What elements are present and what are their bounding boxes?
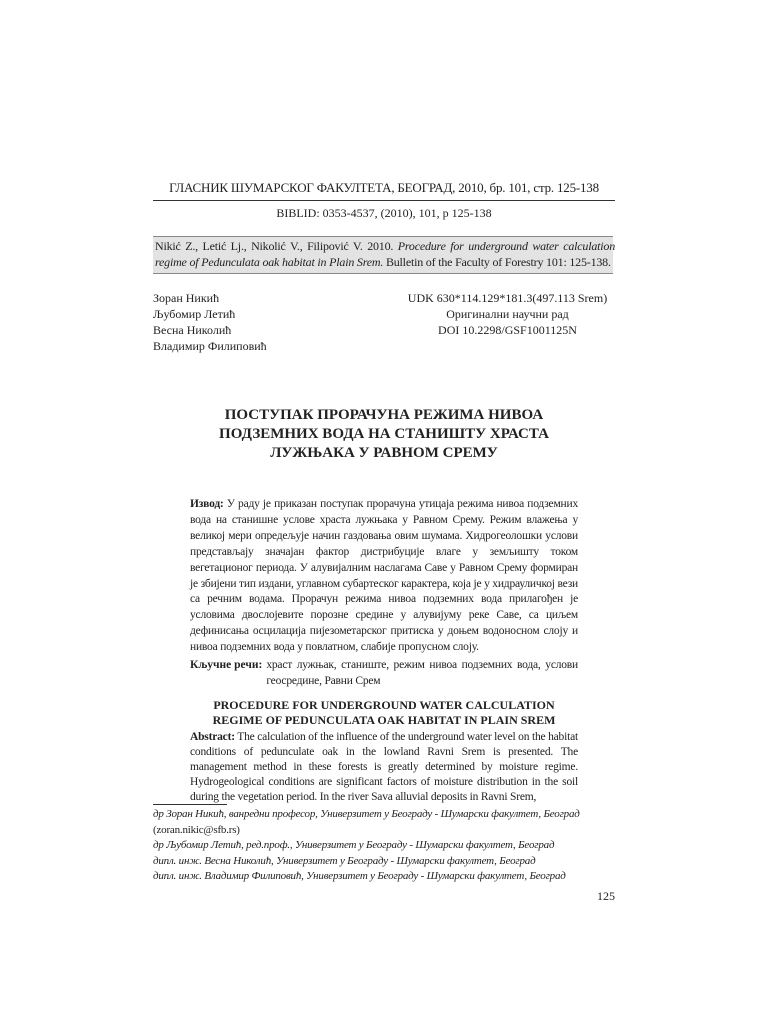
footnote-rule	[153, 804, 227, 805]
footnote	[153, 869, 618, 885]
doi: DOI 10.2298/GSF1001125N	[438, 323, 577, 337]
page-number: 125	[597, 889, 615, 903]
footnote	[153, 807, 618, 838]
abstract-en	[190, 730, 578, 805]
footnote-text: дипл. инж. Владимир Филиповић, Универзитет у Београду - Шумарски факултет, Београд	[153, 870, 566, 883]
biblid-line: BIBLID: 0353-4537, (2010), 101, p 125-138	[276, 206, 492, 220]
english-title: PROCEDURE FOR UNDERGROUND WATER CALCULATION REGIME OF PEDUNCULATA OAK HABITAT IN PLAIN SREM	[212, 698, 556, 727]
footnote	[153, 838, 618, 854]
abstract-sr-text: У раду је приказан поступак прорачуна утицаја режима нивоа подземних вода на станишне услове храста лужњака у Равном Срему. Режим влажења у великој мери опредељује начин газдовања овим шумама. Хидрогеолошки услови представљају значајан фактор дистрибуције влаге у земљишту током вегетационог периода. У алувијалним наслагама Саве у Равном Срему формиран је збијени тип издани, углавном субартеског карактера, која је у хидрауличкој вези са речним водама. Прорачун режима нивоа подземних вода прилагођен је условима двослојевите порозне средине у алувијуму реке Саве, са циљем дефинисања осцилација пијезометарског притиска у доњем водоносном слоју и нивоа подземних вода у повлатном, слабије пропусном слоју.	[190, 498, 578, 654]
footnote	[153, 854, 618, 870]
footnotes	[153, 807, 618, 885]
keywords-sr	[190, 657, 578, 689]
keywords-label: Кључне речи:	[190, 659, 263, 671]
footnote-email[interactable]: (zoran.nikic@sfb.rs)	[153, 823, 240, 836]
author-name: Љубомир Летић	[153, 307, 236, 321]
footnote-text: др Љубомир Летић, ред.проф., Универзитет у Београду - Шумарски факултет, Београд	[153, 839, 555, 852]
author-name: Владимир Филиповић	[153, 339, 267, 353]
article-meta	[400, 290, 615, 338]
keywords-text: храст лужњак, станиште, режим нивоа подземних вода, услови геосредине, Равни Срем	[266, 659, 578, 687]
abstract-en-text: The calculation of the influence of the underground water level on the habitat conditions of pedunculate oak in the lowland Ravni Srem is presented. The management method in these forests is greatly determined by moisture regime. Hydrogeological conditions are significant factors of moisture distribution in the soil during the vegetation period. In the river Sava alluvial deposits in Ravni Srem,	[190, 731, 578, 804]
author-list	[153, 290, 267, 354]
abstract-en-label: Abstract:	[190, 731, 235, 743]
header-rule	[153, 200, 615, 201]
title-line: ПОСТУПАК ПРОРАЧУНА РЕЖИМА НИВОА	[224, 407, 544, 423]
footnote-text: др Зоран Никић, ванредни професор, Универзитет у Београду - Шумарски факултет, Београд	[153, 808, 580, 820]
author-name: Весна Николић	[153, 323, 232, 337]
citation-title: Procedure for underground water calculation regime of Pedunculata oak habitat in Plain Srem.	[155, 239, 615, 269]
citation-authors: Nikić Z., Letić Lj., Nikolić V., Filipović V. 2010.	[155, 239, 398, 253]
citation-source: Bulletin of the Faculty of Forestry 101: 125-138.	[383, 255, 611, 269]
abstract-sr	[190, 497, 578, 656]
title-line: ПОДЗЕМНИХ ВОДА НА СТАНИШТУ ХРАСТА	[219, 426, 549, 442]
footnote-text: дипл. инж. Весна Николић, Универзитет у Београду - Шумарски факултет, Београд	[153, 854, 536, 867]
author-name: Зоран Никић	[153, 291, 220, 305]
journal-header: ГЛАСНИК ШУМАРСКОГ ФАКУЛТЕТА, БЕОГРАД, 2010, бр. 101, стр. 125-138	[169, 180, 599, 195]
citation-text	[155, 238, 615, 270]
article-type: Оригинални научни рад	[446, 307, 569, 321]
udk-code: UDK 630*114.129*181.3(497.113 Srem)	[407, 291, 608, 305]
title-line: ЛУЖЊАКА У РАВНОМ СРЕМУ	[270, 445, 498, 461]
paper-title	[153, 406, 615, 463]
abstract-sr-label: Извод:	[190, 498, 224, 510]
